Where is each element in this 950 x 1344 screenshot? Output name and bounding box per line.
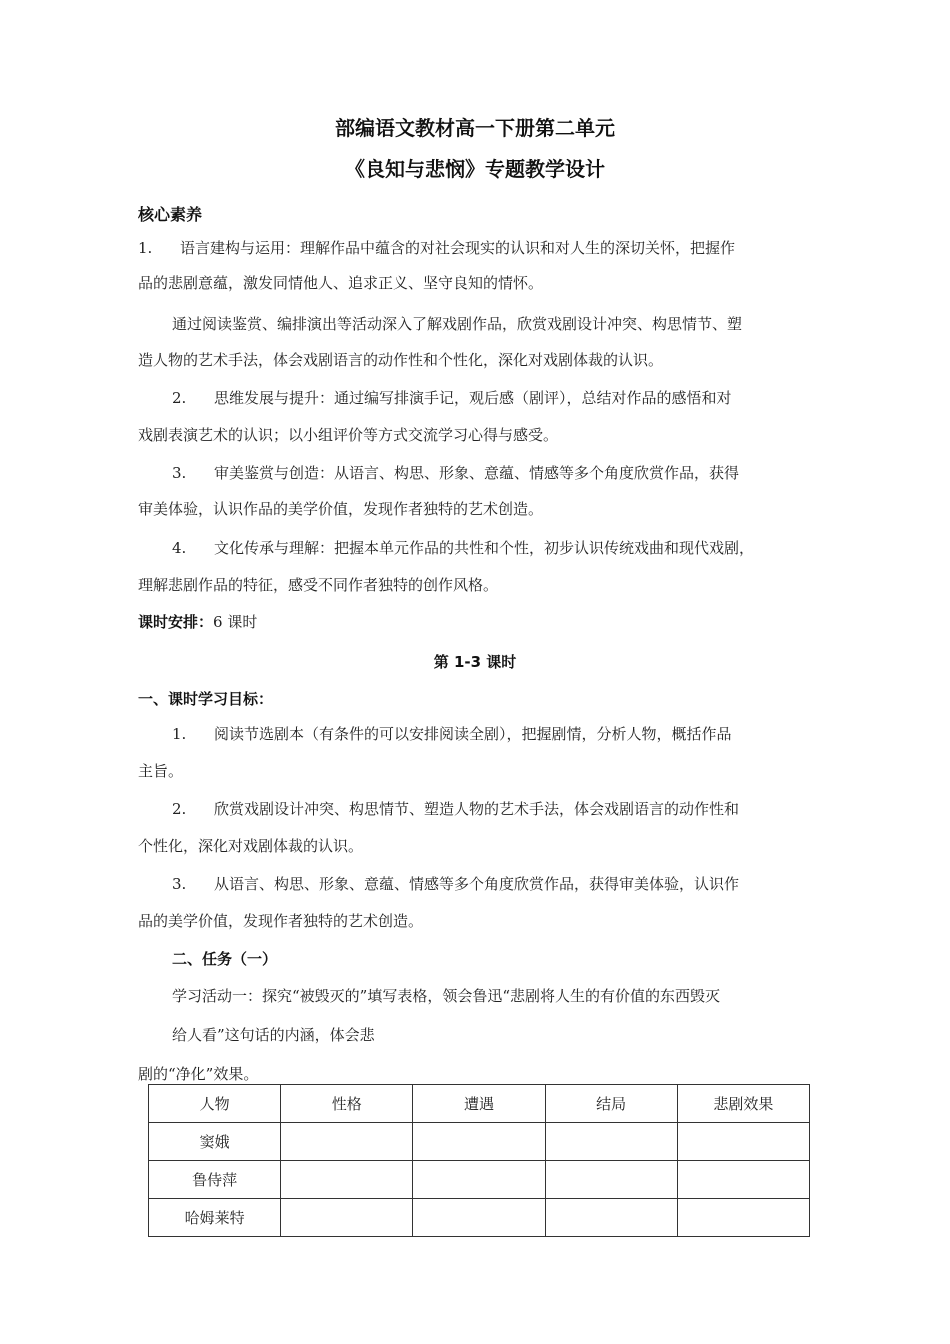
table-cell bbox=[545, 1123, 677, 1161]
table-header-cell: 结局 bbox=[545, 1085, 677, 1123]
core-item-1-line1 bbox=[138, 238, 735, 258]
table-cell bbox=[413, 1123, 545, 1161]
core-item-4-text: 文化传承与理解：把握本单元作品的共性和个性，初步认识传统戏曲和现代戏剧， bbox=[214, 539, 755, 557]
task-line2: 给人看”这句话的内涵，体会悲 bbox=[172, 1026, 375, 1044]
core-item-3-num: 3. bbox=[172, 464, 187, 482]
table-header-cell: 人物 bbox=[149, 1085, 281, 1123]
core-item-2-num: 2. bbox=[172, 389, 187, 407]
goal-1-line2: 主旨。 bbox=[138, 762, 184, 780]
doc-title-line1: 部编语文教材高一下册第二单元 bbox=[335, 116, 615, 140]
table-cell bbox=[413, 1161, 545, 1199]
goals-heading: 一、课时学习目标： bbox=[138, 690, 274, 708]
table-header-row bbox=[149, 1085, 810, 1123]
goal-1-num: 1. bbox=[172, 725, 187, 743]
goal-3-line1 bbox=[172, 874, 739, 894]
task-heading: 二、任务（一） bbox=[172, 950, 278, 968]
core-item-1-num: 1. bbox=[138, 239, 153, 257]
goal-3-num: 3. bbox=[172, 875, 187, 893]
table-row bbox=[149, 1199, 810, 1237]
table-header-cell: 遭遇 bbox=[413, 1085, 545, 1123]
doc-title-line2: 《良知与悲悯》专题教学设计 bbox=[345, 157, 605, 181]
core-item-2-text: 思维发展与提升：通过编写排演手记，观后感（剧评），总结对作品的感悟和对 bbox=[214, 389, 732, 407]
table-cell bbox=[677, 1123, 809, 1161]
goal-2-num: 2. bbox=[172, 800, 187, 818]
table-row bbox=[149, 1161, 810, 1199]
core-item-3-text: 审美鉴赏与创造：从语言、构思、形象、意蕴、情感等多个角度欣赏作品，获得 bbox=[214, 464, 740, 482]
lesson-heading: 第 1-3 课时 bbox=[433, 653, 517, 671]
table-header-cell: 悲剧效果 bbox=[677, 1085, 809, 1123]
table-header-cell: 性格 bbox=[281, 1085, 413, 1123]
table-cell bbox=[545, 1199, 677, 1237]
table-cell bbox=[413, 1199, 545, 1237]
goal-2-text: 欣赏戏剧设计冲突、构思情节、塑造人物的艺术手法，体会戏剧语言的动作性和 bbox=[214, 800, 740, 818]
table-cell bbox=[677, 1161, 809, 1199]
goal-2-line2: 个性化，深化对戏剧体裁的认识。 bbox=[138, 837, 364, 855]
goal-3-line2: 品的美学价值，发现作者独特的艺术创造。 bbox=[138, 912, 424, 930]
task-line1: 学习活动一：探究“被毁灭的”填写表格，领会鲁迅“悲剧将人生的有价值的东西毁灭 bbox=[172, 987, 721, 1005]
table-cell bbox=[677, 1199, 809, 1237]
core-item-2-line1 bbox=[172, 388, 732, 408]
core-para-2-line2: 造人物的艺术手法，体会戏剧语言的动作性和个性化，深化对戏剧体裁的认识。 bbox=[138, 351, 664, 369]
core-item-4-num: 4. bbox=[172, 539, 187, 557]
table-cell bbox=[281, 1199, 413, 1237]
core-item-1-text: 语言建构与运用：理解作品中蕴含的对社会现实的认识和对人生的深切关怀，把握作 bbox=[180, 239, 736, 257]
task-line3: 剧的“净化”效果。 bbox=[138, 1065, 259, 1083]
goal-3-text: 从语言、构思、形象、意蕴、情感等多个角度欣赏作品，获得审美体验，认识作 bbox=[214, 875, 740, 893]
core-item-2-line2: 戏剧表演艺术的认识；以小组评价等方式交流学习心得与感受。 bbox=[138, 426, 559, 444]
schedule-label: 课时安排： bbox=[138, 613, 214, 631]
core-item-3-line1 bbox=[172, 463, 739, 483]
table-cell bbox=[281, 1123, 413, 1161]
table-cell bbox=[545, 1161, 677, 1199]
core-item-4-line2: 理解悲剧作品的特征，感受不同作者独特的创作风格。 bbox=[138, 576, 499, 594]
table-cell bbox=[281, 1161, 413, 1199]
goal-1-text: 阅读节选剧本（有条件的可以安排阅读全剧），把握剧情，分析人物，概括作品 bbox=[214, 725, 732, 743]
table-row bbox=[149, 1123, 810, 1161]
core-item-4-line1 bbox=[172, 538, 754, 558]
core-item-1-line2: 品的悲剧意蕴，激发同情他人、追求正义、坚守良知的情怀。 bbox=[138, 274, 544, 292]
schedule-value: 6 课时 bbox=[213, 613, 258, 631]
activity-table bbox=[148, 1084, 810, 1237]
core-item-3-line2: 审美体验，认识作品的美学价值，发现作者独特的艺术创造。 bbox=[138, 500, 544, 518]
goal-2-line1 bbox=[172, 799, 739, 819]
table-cell: 窦娥 bbox=[149, 1123, 281, 1161]
table-cell: 鲁侍萍 bbox=[149, 1161, 281, 1199]
core-para-2-line1: 通过阅读鉴赏、编排演出等活动深入了解戏剧作品，欣赏戏剧设计冲突、构思情节、塑 bbox=[172, 315, 743, 333]
core-heading: 核心素养 bbox=[138, 205, 203, 224]
goal-1-line1 bbox=[172, 724, 732, 744]
table-cell: 哈姆莱特 bbox=[149, 1199, 281, 1237]
schedule-line bbox=[138, 612, 257, 632]
